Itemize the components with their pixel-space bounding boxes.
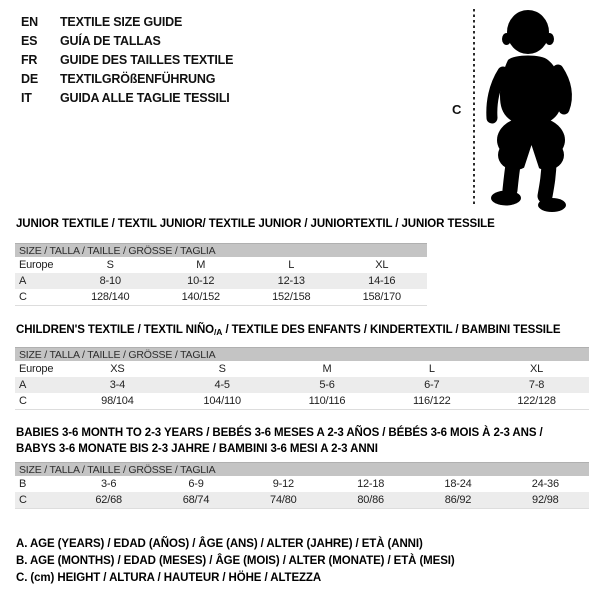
table-cell: 62/68	[95, 494, 122, 506]
size-header-bar: SIZE / TALLA / TAILLE / GRÖSSE / TAGLIA	[15, 347, 589, 361]
table-cell: 68/74	[182, 494, 210, 506]
table-cell: 110/116	[308, 395, 346, 407]
children-table-title	[16, 324, 560, 337]
baby-silhouette	[484, 8, 579, 218]
table-cell: 74/80	[270, 494, 297, 506]
guide-title-es: GUÍA DE TALLAS	[60, 34, 161, 48]
table-cell: 12-18	[357, 478, 385, 490]
guide-title-it: GUIDA ALLE TAGLIE TESSILI	[60, 91, 230, 105]
row-label: A	[19, 379, 27, 391]
language-row-es	[21, 32, 233, 51]
row-label: Europe	[19, 363, 54, 375]
junior-size-table	[15, 243, 427, 306]
table-cell: 98/104	[101, 395, 134, 407]
table-row-europe	[15, 361, 589, 377]
table-cell: 104/110	[203, 395, 241, 407]
children-title-post: / TEXTILE DES ENFANTS / KINDERTEXTIL / BAMBINI TESSILE	[222, 324, 561, 336]
table-cell: 14-16	[368, 275, 396, 287]
language-code: FR	[21, 53, 38, 67]
language-list	[21, 13, 233, 108]
language-row-en	[21, 13, 233, 32]
row-label: Europe	[19, 259, 54, 271]
children-title-pre: CHILDREN'S TEXTILE / TEXTIL NIÑO	[16, 324, 215, 336]
row-label: B	[19, 478, 27, 490]
babies-table-title-line1: BABIES 3-6 MONTH TO 2-3 YEARS / BEBÉS 3-6 MESES A 2-3 AÑOS / BÉBÉS 3-6 MOIS À 2-3 ANS /	[16, 427, 543, 439]
measure-label-c: C	[452, 102, 462, 117]
table-cell: 158/170	[362, 291, 401, 303]
language-row-de	[21, 70, 233, 89]
table-row-c	[15, 393, 589, 410]
measurement-legend	[16, 536, 455, 587]
children-title-sub: /A	[214, 327, 223, 337]
table-cell: 8-10	[99, 275, 121, 287]
table-cell: 4-5	[214, 379, 230, 391]
table-cell: 128/140	[91, 291, 130, 303]
row-label: A	[19, 275, 27, 287]
language-code: IT	[21, 91, 32, 105]
language-row-it	[21, 89, 233, 108]
legend-line-a: A. AGE (YEARS) / EDAD (AÑOS) / ÂGE (ANS) / ALTER (JAHRE) / ETÀ (ANNI)	[16, 538, 423, 550]
height-measure-dotted-line	[473, 9, 475, 206]
row-label: C	[19, 494, 27, 506]
row-label: C	[19, 291, 27, 303]
table-cell: XS	[110, 363, 125, 375]
legend-line-c: C. (cm) HEIGHT / ALTURA / HAUTEUR / HÖHE / ALTEZZA	[16, 572, 322, 584]
guide-title-en: TEXTILE SIZE GUIDE	[60, 15, 183, 29]
table-cell: 9-12	[272, 478, 294, 490]
size-header-bar: SIZE / TALLA / TAILLE / GRÖSSE / TAGLIA	[15, 243, 427, 257]
table-cell: 140/152	[181, 291, 220, 303]
table-cell: XL	[375, 259, 389, 271]
row-label: C	[19, 395, 27, 407]
table-cell: 24-36	[531, 478, 559, 490]
table-cell: 3-6	[101, 478, 117, 490]
language-code: DE	[21, 72, 38, 86]
table-cell: 3-4	[109, 379, 126, 391]
table-cell: M	[322, 363, 332, 375]
table-cell: 6-7	[424, 379, 440, 391]
babies-size-table	[15, 462, 589, 509]
table-row-a	[15, 273, 427, 289]
table-cell: L	[428, 363, 435, 375]
table-cell: 92/98	[532, 494, 559, 506]
table-row-europe	[15, 257, 427, 273]
language-code: ES	[21, 34, 38, 48]
table-row-c	[15, 492, 589, 509]
table-cell: 6-9	[188, 478, 204, 490]
junior-table-title: JUNIOR TEXTILE / TEXTIL JUNIOR/ TEXTILE JUNIOR / JUNIORTEXTIL / JUNIOR TESSILE	[16, 218, 495, 230]
table-row-b	[15, 476, 589, 492]
babies-table-title-line2: BABYS 3-6 MONATE BIS 2-3 JAHRE / BAMBINI 3-6 MESI A 2-3 ANNI	[16, 443, 378, 455]
table-cell: 116/122	[413, 395, 451, 407]
table-row-a	[15, 377, 589, 393]
table-cell: XL	[530, 363, 544, 375]
guide-title-de: TEXTILGRÖßENFÜHRUNG	[60, 72, 216, 86]
table-cell: S	[218, 363, 226, 375]
table-cell: 18-24	[444, 478, 472, 490]
table-cell: 5-6	[319, 379, 335, 391]
table-cell: 12-13	[277, 275, 305, 287]
table-cell: S	[106, 259, 114, 271]
table-cell: 86/92	[444, 494, 472, 506]
children-size-table	[15, 347, 589, 410]
table-cell: 80/86	[357, 494, 384, 506]
legend-line-b: B. AGE (MONTHS) / EDAD (MESES) / ÂGE (MOIS) / ALTER (MONATE) / ETÀ (MESI)	[16, 555, 455, 567]
language-code: EN	[21, 15, 38, 29]
language-row-fr	[21, 51, 233, 70]
table-cell: 152/158	[272, 291, 311, 303]
table-row-c	[15, 289, 427, 306]
table-cell: 122/128	[517, 395, 556, 407]
table-cell: M	[196, 259, 206, 271]
table-cell: 7-8	[528, 379, 545, 391]
table-cell: 10-12	[187, 275, 215, 287]
size-header-bar: SIZE / TALLA / TAILLE / GRÖSSE / TAGLIA	[15, 462, 589, 476]
guide-title-fr: GUIDE DES TAILLES TEXTILE	[60, 53, 234, 67]
table-cell: L	[288, 259, 295, 271]
